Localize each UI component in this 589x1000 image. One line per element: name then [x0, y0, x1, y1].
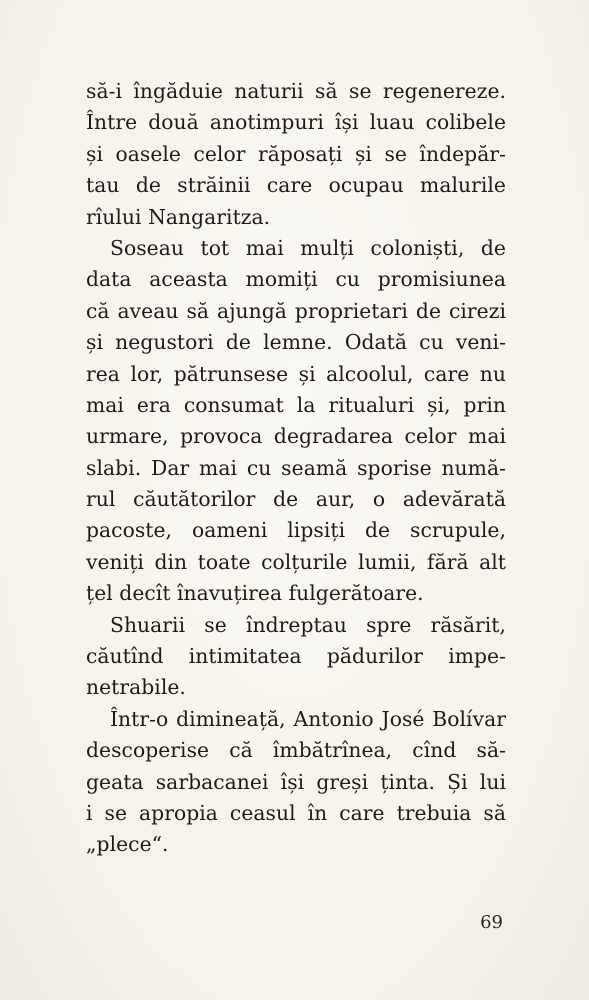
text-line: descoperise că îmbătrînea, cînd să-	[86, 738, 506, 763]
text-line: pacoste, oameni lipsiți de scrupule,	[86, 518, 506, 543]
text-line: i se apropia ceasul în care trebuia să	[86, 800, 506, 825]
text-line: rîului Nangaritza.	[86, 204, 271, 229]
text-line: slabi. Dar mai cu seamă sporise numă-	[86, 455, 506, 480]
text-line: Într-o dimineață, Antonio José Bolívar	[110, 706, 506, 731]
page-number: 69	[480, 912, 503, 933]
text-line: veniți din toate colțurile lumii, fără alt	[86, 549, 506, 574]
text-line: și negustori de lemne. Odată cu veni-	[86, 330, 506, 355]
text-line: netrabile.	[86, 675, 186, 700]
text-line: mai era consumat la ritualuri și, prin	[86, 392, 506, 417]
text-line: și oasele celor răposați și se îndepăr-	[86, 141, 506, 166]
text-line: rul căutătorilor de aur, o adevărată	[86, 487, 506, 512]
text-line: că aveau să ajungă proprietari de cirezi	[86, 298, 506, 323]
text-line: țel decît înavuțirea fulgerătoare.	[86, 581, 424, 606]
text-line: rea lor, pătrunsese și alcoolul, care nu	[86, 361, 506, 386]
text-line: urmare, provoca degradarea celor mai	[86, 424, 506, 449]
text-line: Între două anotimpuri își luau colibele	[86, 110, 506, 135]
text-line: Shuarii se îndreptau spre răsărit,	[110, 612, 506, 637]
text-line: tau de străinii care ocupau malurile	[86, 173, 506, 198]
body-text	[86, 76, 506, 861]
text-line: căutînd intimitatea pădurilor impe-	[86, 644, 506, 669]
text-line: geata sarbacanei își greși ținta. Și lui	[86, 769, 506, 794]
text-line: să-i îngăduie naturii să se regenereze.	[86, 79, 506, 103]
text-line: „plece“.	[86, 832, 169, 857]
text-line: Soseau tot mai mulți coloniști, de	[110, 235, 506, 260]
text-line: data aceasta momiți cu promisiunea	[86, 267, 506, 292]
